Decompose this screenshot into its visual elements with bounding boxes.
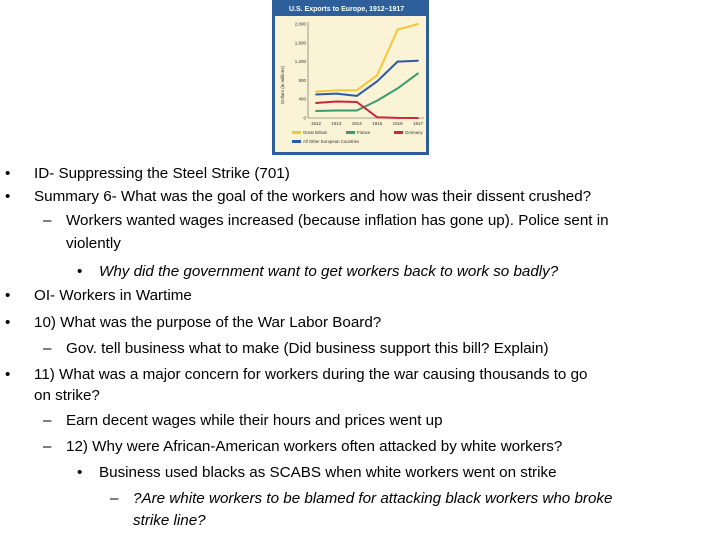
- data-point: [315, 91, 317, 93]
- exports-chart: [272, 0, 429, 155]
- data-point: [417, 60, 419, 62]
- data-point: [356, 89, 358, 91]
- data-point: [336, 101, 338, 103]
- data-point: [397, 117, 399, 119]
- dash-line-earn: [43, 411, 443, 430]
- data-point: [356, 101, 358, 103]
- legend-swatch: [292, 140, 301, 143]
- legend-label: All Other European Countries: [303, 139, 360, 144]
- dash-marker: –: [43, 438, 52, 455]
- data-point: [417, 72, 419, 74]
- item-text: Workers wanted wages increased (because inflation has gone up). Police sent in: [66, 212, 609, 229]
- bullet-marker: •: [5, 287, 11, 304]
- sub-bullet-why-government: [77, 262, 559, 281]
- data-point: [336, 93, 338, 95]
- y-tick-label: 2,000: [294, 21, 306, 27]
- bullet-marker: •: [5, 165, 11, 182]
- item-text: strike line?: [133, 512, 206, 529]
- bullet-line-summary: [5, 187, 592, 206]
- item-text: ?Are white workers to be blamed for attacking black workers who broke: [133, 490, 613, 507]
- y-tick-label: 800: [298, 77, 306, 83]
- data-point: [336, 110, 338, 112]
- data-point: [376, 80, 378, 82]
- y-tick-label: 1,200: [294, 59, 306, 65]
- legend-swatch: [292, 131, 301, 134]
- x-tick-label: 1913: [331, 121, 342, 126]
- item-text: 10) What was the purpose of the War Labor Board?: [34, 314, 382, 331]
- data-point: [356, 110, 358, 112]
- data-point: [397, 29, 399, 31]
- data-point: [376, 100, 378, 102]
- item-text: Earn decent wages while their hours and prices went up: [66, 412, 443, 429]
- data-point: [417, 117, 419, 119]
- sub-dash-white-workers-cont: [133, 511, 206, 530]
- data-point: [336, 89, 338, 91]
- dash-marker: –: [110, 490, 119, 507]
- bullet-marker: •: [77, 464, 83, 481]
- exports-line-chart: [272, 0, 429, 155]
- data-point: [376, 116, 378, 118]
- item-text: Gov. tell business what to make (Did business support this bill? Explain): [66, 340, 549, 357]
- y-tick-label: 400: [298, 96, 306, 102]
- data-point: [356, 95, 358, 97]
- item-text: on strike?: [34, 387, 100, 404]
- bullet-line-id: [5, 164, 290, 183]
- data-point: [315, 102, 317, 104]
- bullet-line-q11-cont: [34, 386, 100, 405]
- legend-label: Germany: [405, 130, 423, 135]
- legend-label: Great Britain: [303, 130, 328, 135]
- x-tick-label: 1914: [351, 121, 362, 126]
- bullet-marker: •: [5, 314, 11, 331]
- item-text: violently: [66, 235, 121, 252]
- y-axis-label: Dollars (in millions): [280, 65, 285, 105]
- item-text: Summary 6- What was the goal of the workers and how was their dissent crushed?: [34, 188, 592, 205]
- dash-line-workers: [43, 211, 609, 230]
- dash-marker: –: [43, 412, 52, 429]
- x-tick-label: 1912: [310, 121, 322, 126]
- legend-label: France: [357, 130, 371, 135]
- sub-dash-white-workers: [110, 489, 613, 508]
- item-text: Why did the government want to get workers back to work so badly?: [99, 263, 559, 280]
- y-tick-label: 0: [303, 115, 306, 121]
- x-tick-label: 1917: [412, 121, 424, 126]
- item-text: 11) What was a major concern for workers during the war causing thousands to go: [34, 366, 588, 383]
- y-tick-label: 1,600: [294, 40, 306, 46]
- dash-line-gov: [43, 339, 549, 358]
- bullet-line-q10: [5, 313, 382, 332]
- chart-title: U.S. Exports to Europe, 1912–1917: [289, 6, 405, 13]
- data-point: [376, 74, 378, 76]
- item-text: OI- Workers in Wartime: [34, 287, 192, 304]
- bullet-marker: •: [77, 263, 83, 280]
- item-text: Business used blacks as SCABS when white workers went on strike: [99, 464, 557, 481]
- bullet-marker: •: [5, 188, 11, 205]
- x-tick-label: 1915: [372, 121, 383, 126]
- dash-marker: –: [43, 340, 52, 357]
- item-text: ID- Suppressing the Steel Strike (701): [34, 165, 290, 182]
- data-point: [397, 61, 399, 63]
- bullet-line-oi: [5, 286, 192, 305]
- item-text: 12) Why were African-American workers often attacked by white workers?: [66, 438, 563, 455]
- dash-line-q12: [43, 437, 563, 456]
- legend-swatch: [394, 131, 403, 134]
- data-point: [417, 23, 419, 25]
- bullet-marker: •: [5, 366, 11, 383]
- legend-swatch: [346, 131, 355, 134]
- data-point: [315, 94, 317, 96]
- data-point: [315, 110, 317, 112]
- dash-line-workers-cont: [66, 234, 121, 253]
- dash-marker: –: [43, 212, 52, 229]
- data-point: [397, 87, 399, 89]
- x-tick-label: 1916: [392, 121, 403, 126]
- bullet-line-q11: [5, 365, 588, 384]
- sub-bullet-scabs: [77, 463, 557, 482]
